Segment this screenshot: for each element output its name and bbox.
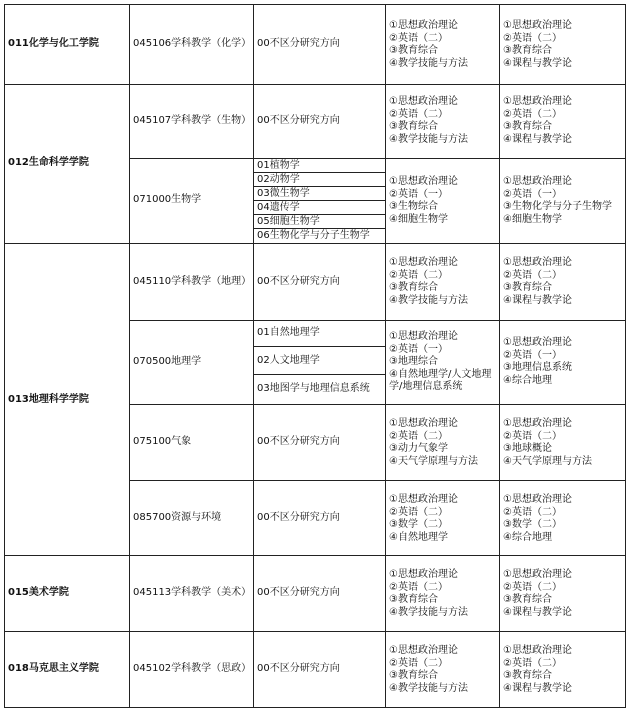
exam-subject: ①思想政治理论 [389,494,458,505]
dept-divider [4,631,626,632]
direction-text: 00不区分研究方向 [257,512,340,523]
exam-subject: ④教学技能与方法 [389,57,468,69]
table-column-divider [253,4,254,707]
exam-subject: ③教育综合 [389,121,438,132]
direction-text: 01自然地理学 [257,327,320,338]
exam-subject: ②英语（二） [503,506,562,518]
exam-subject: ①思想政治理论 [503,494,572,505]
direction-text: 02人文地理学 [257,355,320,366]
exam-subject: ②英语（二） [389,269,448,281]
exam-subjects-1 [389,176,458,226]
exam-subject: ②英语（二） [503,581,562,593]
exam-subject: ④课程与教学论 [503,606,572,618]
dept-name: 012生命科学学院 [8,157,89,168]
exam-subject: ③教育综合 [503,121,552,132]
table-column-divider [385,4,386,707]
exam-subject: ③教育综合 [503,282,552,293]
major-name: 045113学科教学（美术） [133,587,252,598]
exam-subject: ①思想政治理论 [389,569,458,580]
exam-subjects-1 [389,645,468,695]
exam-subject: ③教育综合 [503,670,552,681]
table-border-bottom [4,707,626,708]
exam-subject: ①思想政治理论 [389,645,458,656]
exam-subject: ④教学技能与方法 [389,606,468,618]
exam-subject: ③地理信息系统 [503,362,572,373]
exam-subjects-2 [503,96,572,146]
exam-subjects-2 [503,257,572,307]
exam-subject: ①思想政治理论 [503,337,572,348]
exam-subjects-2 [503,418,592,468]
exam-subject: ③教育综合 [389,670,438,681]
table-border-right [625,4,626,707]
exam-subject: ①思想政治理论 [503,645,572,656]
exam-subject: ②英语（二） [503,269,562,281]
major-name: 045110学科教学（地理） [133,276,252,287]
direction-text: 00不区分研究方向 [257,276,340,287]
major-name: 085700资源与环境 [133,512,222,523]
table-border-top [4,4,626,5]
exam-subject: ②英语（二） [389,32,448,44]
exam-subject: ②英语（一） [389,188,448,200]
exam-subjects-2 [503,494,572,544]
direction-text: 04遗传学 [257,202,300,213]
exam-subject: ②英语（一） [503,349,562,361]
exam-subject: ①思想政治理论 [389,418,458,429]
direction-text: 02动物学 [257,174,300,185]
exam-subject: ③动力气象学 [389,443,448,454]
exam-subject: ①思想政治理论 [503,96,572,107]
exam-subject: ①思想政治理论 [389,176,458,187]
direction-text: 00不区分研究方向 [257,436,340,447]
table-column-divider [129,4,130,707]
exam-subject: ①思想政治理论 [503,569,572,580]
direction-text: 03地图学与地理信息系统 [257,383,370,394]
exam-subject: ④课程与教学论 [503,294,572,306]
table-border-left [4,4,5,707]
dept-divider [4,84,626,85]
exam-subject: ③教育综合 [503,594,552,605]
exam-subject: ④细胞生物学 [503,213,562,225]
exam-subject: ④课程与教学论 [503,682,572,694]
exam-subjects-2 [503,20,572,70]
major-name: 071000生物学 [133,194,202,205]
exam-subjects-1 [389,569,468,619]
exam-subject: ④课程与教学论 [503,57,572,69]
direction-text: 05细胞生物学 [257,216,320,227]
exam-subject: ③地理综合 [389,356,438,367]
exam-subjects-1 [389,257,468,307]
exam-subject: ①思想政治理论 [389,96,458,107]
exam-subject: ②英语（二） [503,108,562,120]
major-name: 045106学科教学（化学） [133,38,252,49]
direction-divider [253,214,385,215]
exam-subject: ①思想政治理论 [389,331,458,342]
dept-name: 013地理科学学院 [8,394,89,405]
table-column-divider [499,4,500,707]
exam-subjects-1 [389,20,468,70]
direction-text: 00不区分研究方向 [257,663,340,674]
exam-subject: ②英语（二） [389,657,448,669]
major-divider [129,158,626,159]
exam-subject: ④细胞生物学 [389,213,448,225]
exam-subject: ③数学（二） [503,519,562,530]
direction-text: 00不区分研究方向 [257,115,340,126]
major-divider [129,404,626,405]
exam-subject: ③教育综合 [389,45,438,56]
exam-subject: ④综合地理 [503,374,552,386]
direction-divider [253,374,385,375]
exam-subject: ②英语（二） [389,506,448,518]
exam-subject: ①思想政治理论 [503,418,572,429]
exam-subject: ③数学（二） [389,519,448,530]
exam-subject: ②英语（二） [389,430,448,442]
major-divider [129,320,626,321]
major-name: 075100气象 [133,436,192,447]
exam-subject: ③生物综合 [389,201,438,212]
major-name: 045102学科教学（思政） [133,663,252,674]
exam-subject: ①思想政治理论 [503,257,572,268]
exam-subject: ④天气学原理与方法 [389,455,478,467]
direction-text: 03微生物学 [257,188,310,199]
exam-subject: ②英语（一） [389,343,448,355]
exam-subjects-1 [389,494,458,544]
exam-subject: ④天气学原理与方法 [503,455,592,467]
exam-subjects-2 [503,337,572,387]
major-divider [129,480,626,481]
exam-subjects-1 [389,418,478,468]
direction-divider [253,172,385,173]
exam-subject: ④课程与教学论 [503,133,572,145]
exam-subject: ②英语（二） [389,108,448,120]
exam-subject: ④教学技能与方法 [389,294,468,306]
exam-subject: ③教育综合 [389,282,438,293]
major-name: 070500地理学 [133,356,202,367]
major-name: 045107学科教学（生物） [133,115,252,126]
direction-text: 01植物学 [257,160,300,171]
exam-subject: 学/地理信息系统 [389,381,463,392]
exam-subject: ②英语（二） [503,32,562,44]
dept-divider [4,243,626,244]
exam-subject: ④综合地理 [503,531,552,543]
exam-subject: ①思想政治理论 [503,176,572,187]
direction-divider [253,228,385,229]
direction-text: 00不区分研究方向 [257,38,340,49]
exam-subjects-2 [503,569,572,619]
exam-subjects-2 [503,645,572,695]
dept-name: 011化学与化工学院 [8,38,99,49]
exam-subject: ③教育综合 [503,45,552,56]
exam-subject: ③地球概论 [503,443,552,454]
direction-text: 06生物化学与分子生物学 [257,230,370,241]
direction-divider [253,200,385,201]
exam-subjects-2 [503,176,612,226]
exam-subjects-1 [389,96,468,146]
direction-divider [253,346,385,347]
exam-subject: ②英语（二） [503,430,562,442]
exam-subject: ③教育综合 [389,594,438,605]
dept-name: 018马克思主义学院 [8,663,99,674]
exam-subject: ④教学技能与方法 [389,682,468,694]
exam-subject: ④自然地理学 [389,531,448,543]
exam-subject: ①思想政治理论 [389,257,458,268]
exam-subject: ①思想政治理论 [503,20,572,31]
exam-subject: ④自然地理学/人文地理 [389,368,492,380]
exam-subject: ②英语（二） [389,581,448,593]
exam-subjects-1 [389,331,491,394]
exam-subject: ④教学技能与方法 [389,133,468,145]
direction-text: 00不区分研究方向 [257,587,340,598]
dept-divider [4,555,626,556]
exam-subject: ②英语（一） [503,188,562,200]
exam-subject: ③生物化学与分子生物学 [503,201,612,212]
exam-subject: ②英语（二） [503,657,562,669]
direction-divider [253,186,385,187]
exam-subject: ①思想政治理论 [389,20,458,31]
dept-name: 015美术学院 [8,587,69,598]
